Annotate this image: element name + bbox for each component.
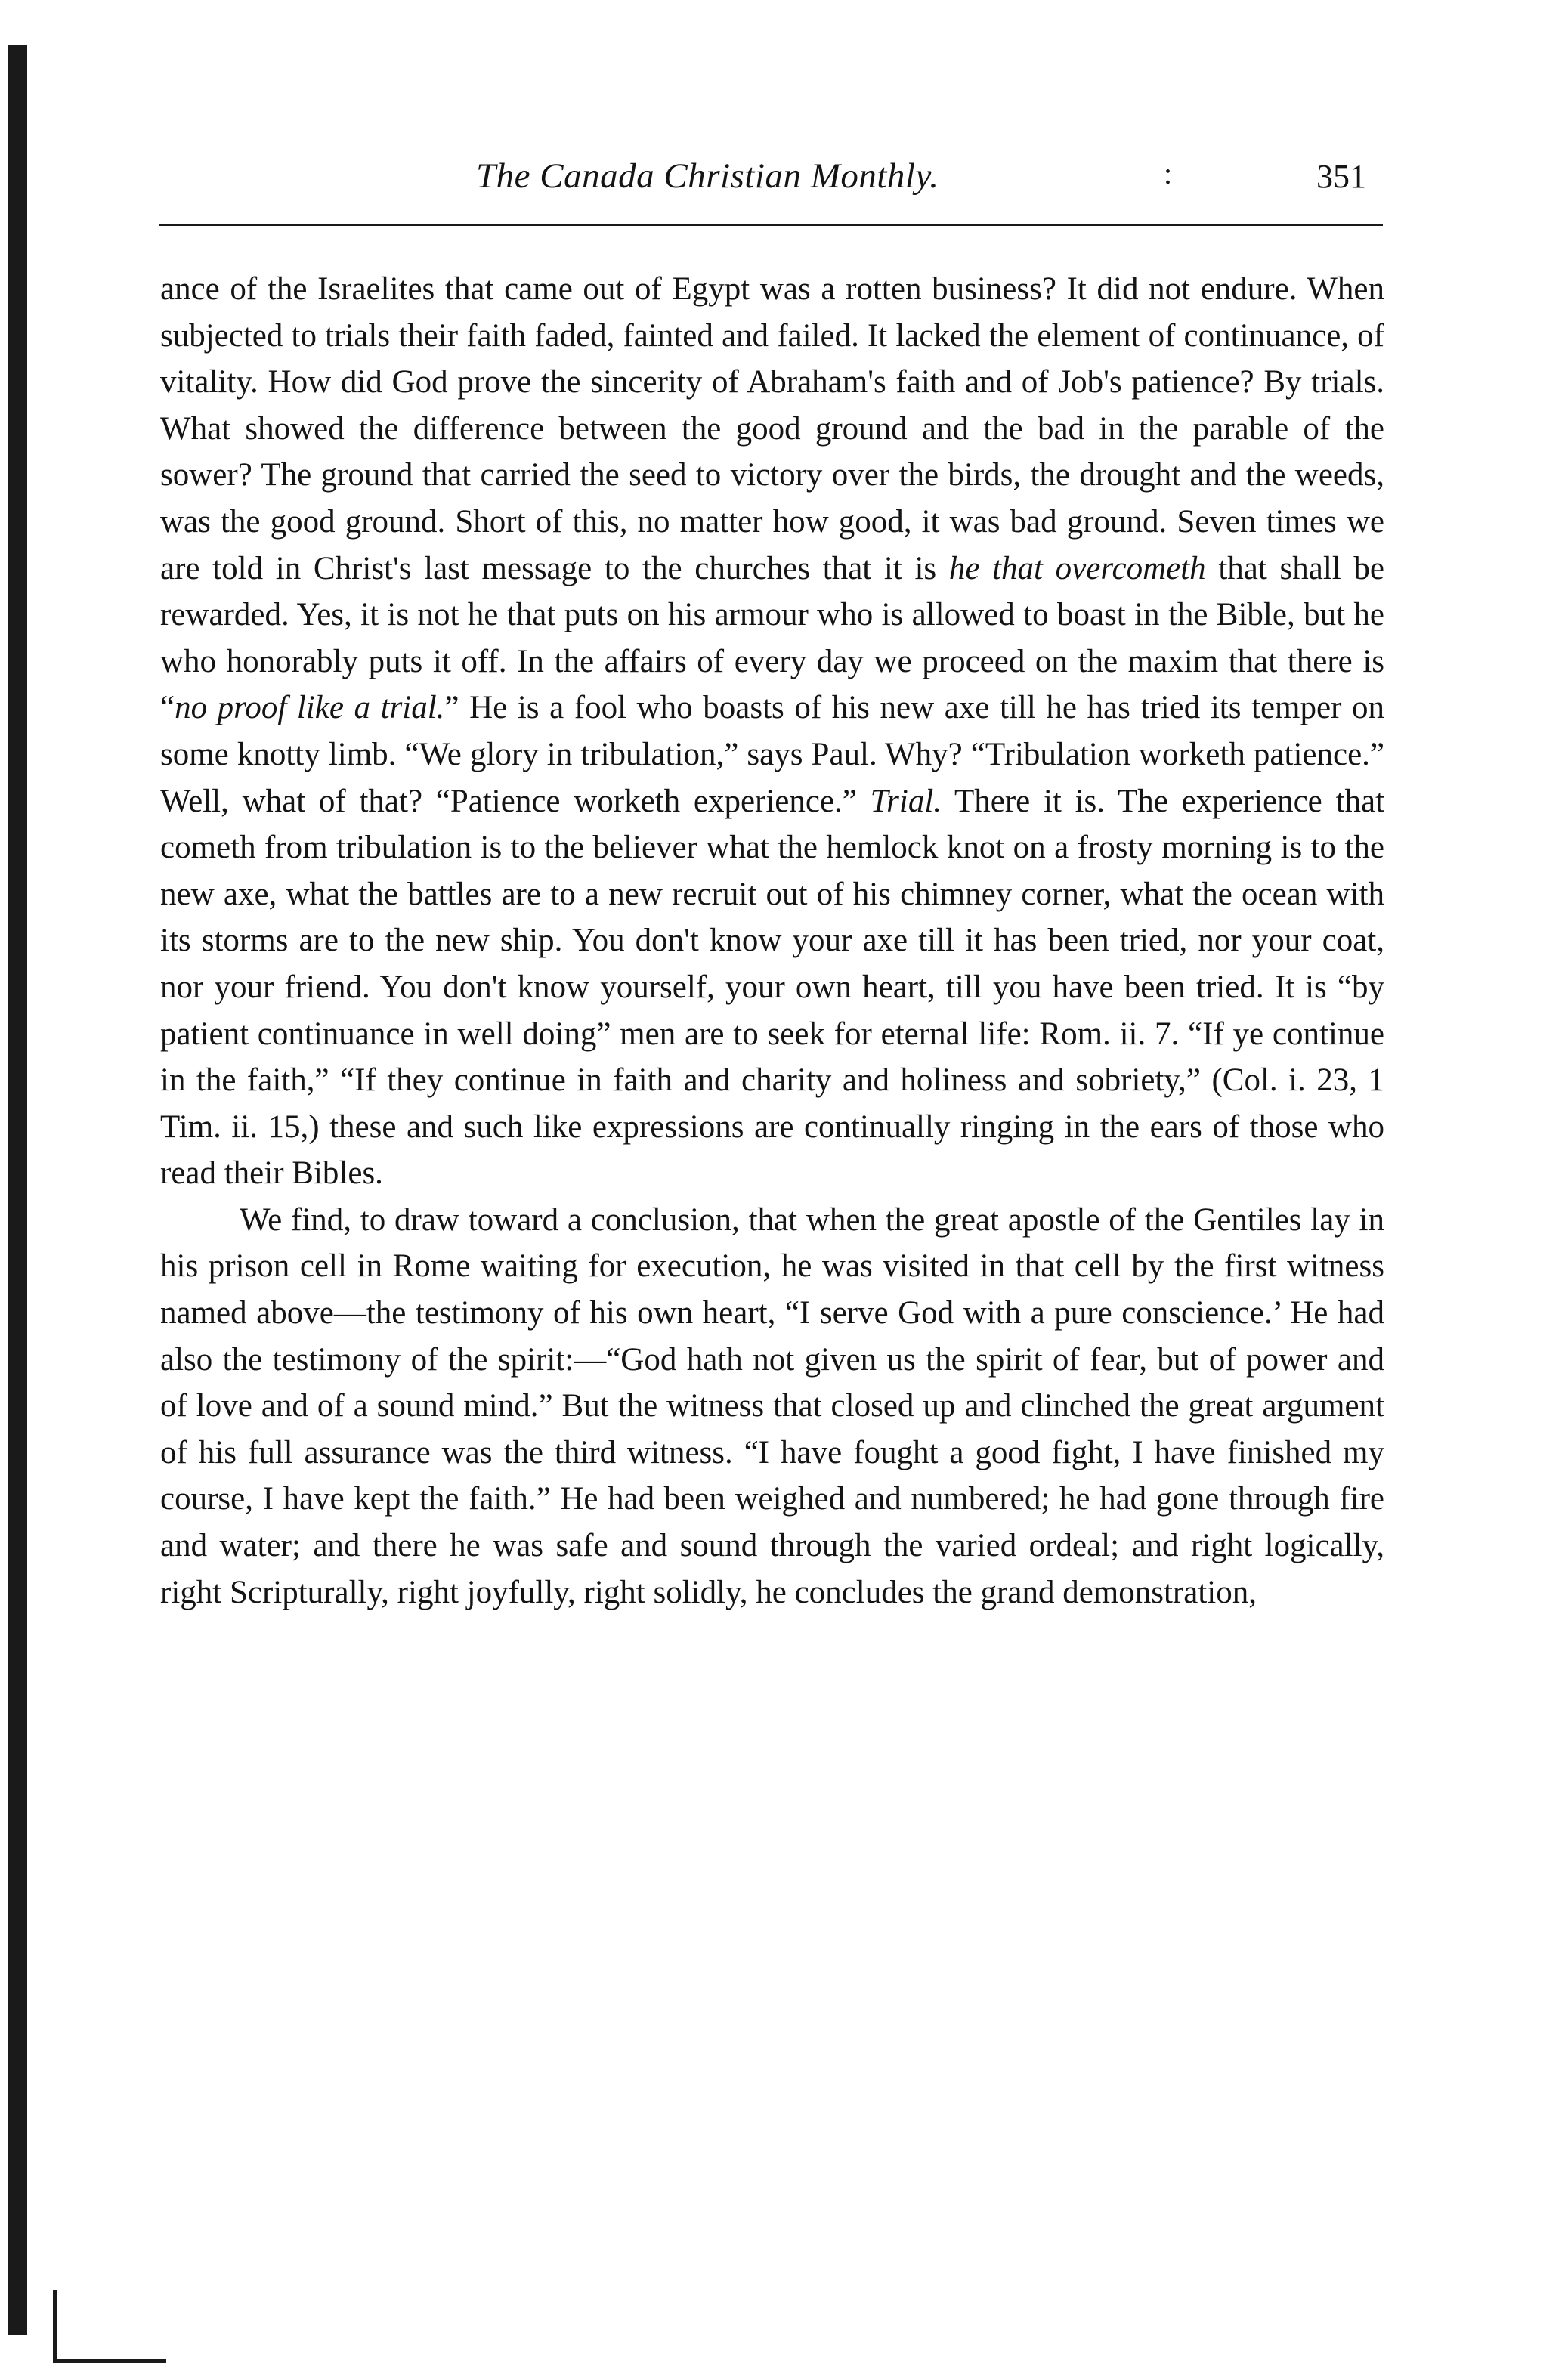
page-header xyxy=(159,151,1383,204)
italic-run: he that overcometh xyxy=(948,550,1206,586)
paragraph-1 xyxy=(160,266,1384,1197)
article-body xyxy=(160,266,1384,1616)
text-run: ” He is a fool who boasts of his new axe till he has tried its temper on some knotty limb. “We glory in tribulation,” says Paul. Why? “Tribulation worketh patience.” Well, what of that? “Patience worketh experience.” xyxy=(160,690,1384,819)
header-mark: : xyxy=(1164,156,1173,190)
paragraph-2 xyxy=(160,1197,1384,1616)
header-rule xyxy=(159,224,1383,226)
page-binding-foot xyxy=(53,2359,166,2363)
text-run: ance of the Israelites that came out of Egypt was a rotten business? It did not endure. When subjected to trials their faith faded, fainted and failed. It lacked the element of continuance, of vitality. How did God prove the sincerity of Abraham's faith and of Job's patience? By trials. What showed the difference between the good ground and the bad in the parable of the sower? The ground that carried the seed to victory over the birds, the drought and the weeds, was the good ground. Short of this, no matter how good, it was bad ground. Seven times we are told in Christ's last message to the churches that it is xyxy=(160,271,1384,586)
text-run: that shall be rewarded. Yes, it is not he that puts on his armour who is allowed to boast in the Bible, but he who honorably puts it off. In the affairs of every day we proceed on the maxim that there is “ xyxy=(160,550,1384,726)
text-run: There it is. The experience that cometh from tribulation is to the believer what the hemlock knot on a frosty morning is to the new axe, what the battles are to a new recruit out of his chimney corner, what the ocean with its storms are to the new ship. You don't know your axe till it has been tried, nor your coat, nor your friend. You don't know yourself, your own heart, till you have been tried. It is “by patient continuance in well doing” men are to seek for eternal life: Rom. ii. 7. “If ye continue in the faith,” “If they continue in faith and charity and holiness and sobriety,” (Col. i. 23, 1 Tim. ii. 15,) these and such like expressions are continually ringing in the ears of those who read their Bibles. xyxy=(160,783,1384,1192)
italic-run: Trial. xyxy=(870,783,942,819)
page-binding-edge xyxy=(8,45,27,2335)
page-number: 351 xyxy=(1316,158,1366,195)
text-run: We find, to draw toward a conclusion, that when the great apostle of the Gentiles lay in his prison cell in Rome waiting for execution, he was visited in that cell by the first witness named above—the testimony of his own heart, “I serve God with a pure conscience.’ He had also the testimony of the spirit:—“God hath not given us the spirit of fear, but of power and of love and of a sound mind.” But the witness that closed up and clinched the great argument of his full assurance was the third witness. “I have fought a good fight, I have finished my course, I have kept the faith.” He had been weighed and numbered; he had gone through fire and water; and there he was safe and sound through the varied ordeal; and right logically, right Scripturally, right joyfully, right solidly, he concludes the grand demonstration, xyxy=(160,1201,1384,1610)
running-head: The Canada Christian Monthly. xyxy=(476,156,939,196)
italic-run: no proof like a trial. xyxy=(175,690,445,726)
page-binding-stub xyxy=(53,2290,57,2361)
